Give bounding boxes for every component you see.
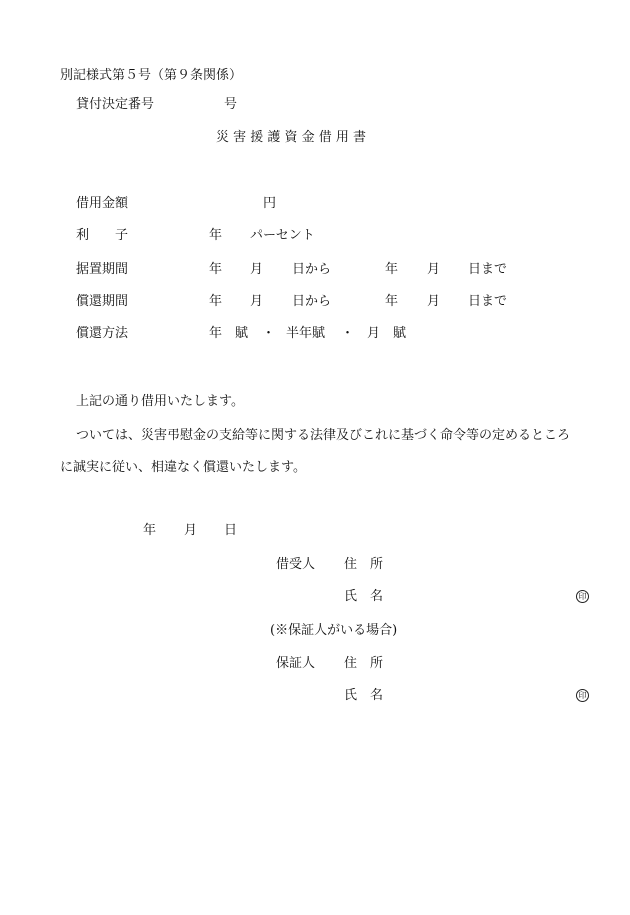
interest-unit: パーセント [250,228,315,243]
body-line-1: 上記の通り借用いたします。 [76,394,244,409]
guarantor-name-label: 氏 名 [344,688,384,703]
repayment-month-2: 月 [427,294,441,309]
method-annual: 年 賦 [209,326,249,341]
deferment-month-2: 月 [427,262,441,277]
borrower-name-label: 氏 名 [344,589,384,604]
deferment-day-1: 日から [292,262,332,277]
repayment-year-1: 年 [209,294,223,309]
guarantor-address-label: 住 所 [344,656,384,671]
deferment-month-1: 月 [250,262,264,277]
repayment-day-1: 日から [292,294,332,309]
repayment-year-2: 年 [385,294,399,309]
guarantor-note: (※保証人がいる場合) [270,623,398,638]
guarantor-role: 保証人 [276,656,316,671]
document-title: 災 害 援 護 資 金 借 用 書 [216,130,367,145]
loan-number-label: 貸付決定番号 [76,97,155,112]
repayment-period-label: 償還期間 [76,294,129,309]
deferment-day-2: 日まで [468,262,508,277]
date-year: 年 [143,523,157,538]
method-semiannual: 半年賦 [286,326,326,341]
method-separator-2: ・ [341,326,355,341]
repayment-method-label: 償還方法 [76,326,129,341]
loan-number-suffix: 号 [224,97,238,112]
method-separator-1: ・ [262,326,276,341]
date-day: 日 [224,523,238,538]
deferment-year-2: 年 [385,262,399,277]
date-month: 月 [184,523,198,538]
amount-unit: 円 [263,196,277,211]
repayment-month-1: 月 [250,294,264,309]
borrower-role: 借受人 [276,557,316,572]
borrower-address-label: 住 所 [344,557,384,572]
deferment-year-1: 年 [209,262,223,277]
guarantor-seal-mark: 印 [576,689,589,702]
borrower-seal-mark: 印 [576,590,589,603]
form-label: 別記様式第５号（第９条関係） [60,68,243,83]
body-line-3: に誠実に従い、相違なく償還いたします。 [60,460,306,475]
amount-label: 借用金額 [76,196,129,211]
method-monthly: 月 賦 [367,326,407,341]
interest-year: 年 [209,228,223,243]
interest-label: 利 子 [76,228,129,243]
body-line-2: ついては、災害弔慰金の支給等に関する法律及びこれに基づく命令等の定めるところ [76,428,571,443]
deferment-label: 据置期間 [76,262,129,277]
repayment-day-2: 日まで [468,294,508,309]
